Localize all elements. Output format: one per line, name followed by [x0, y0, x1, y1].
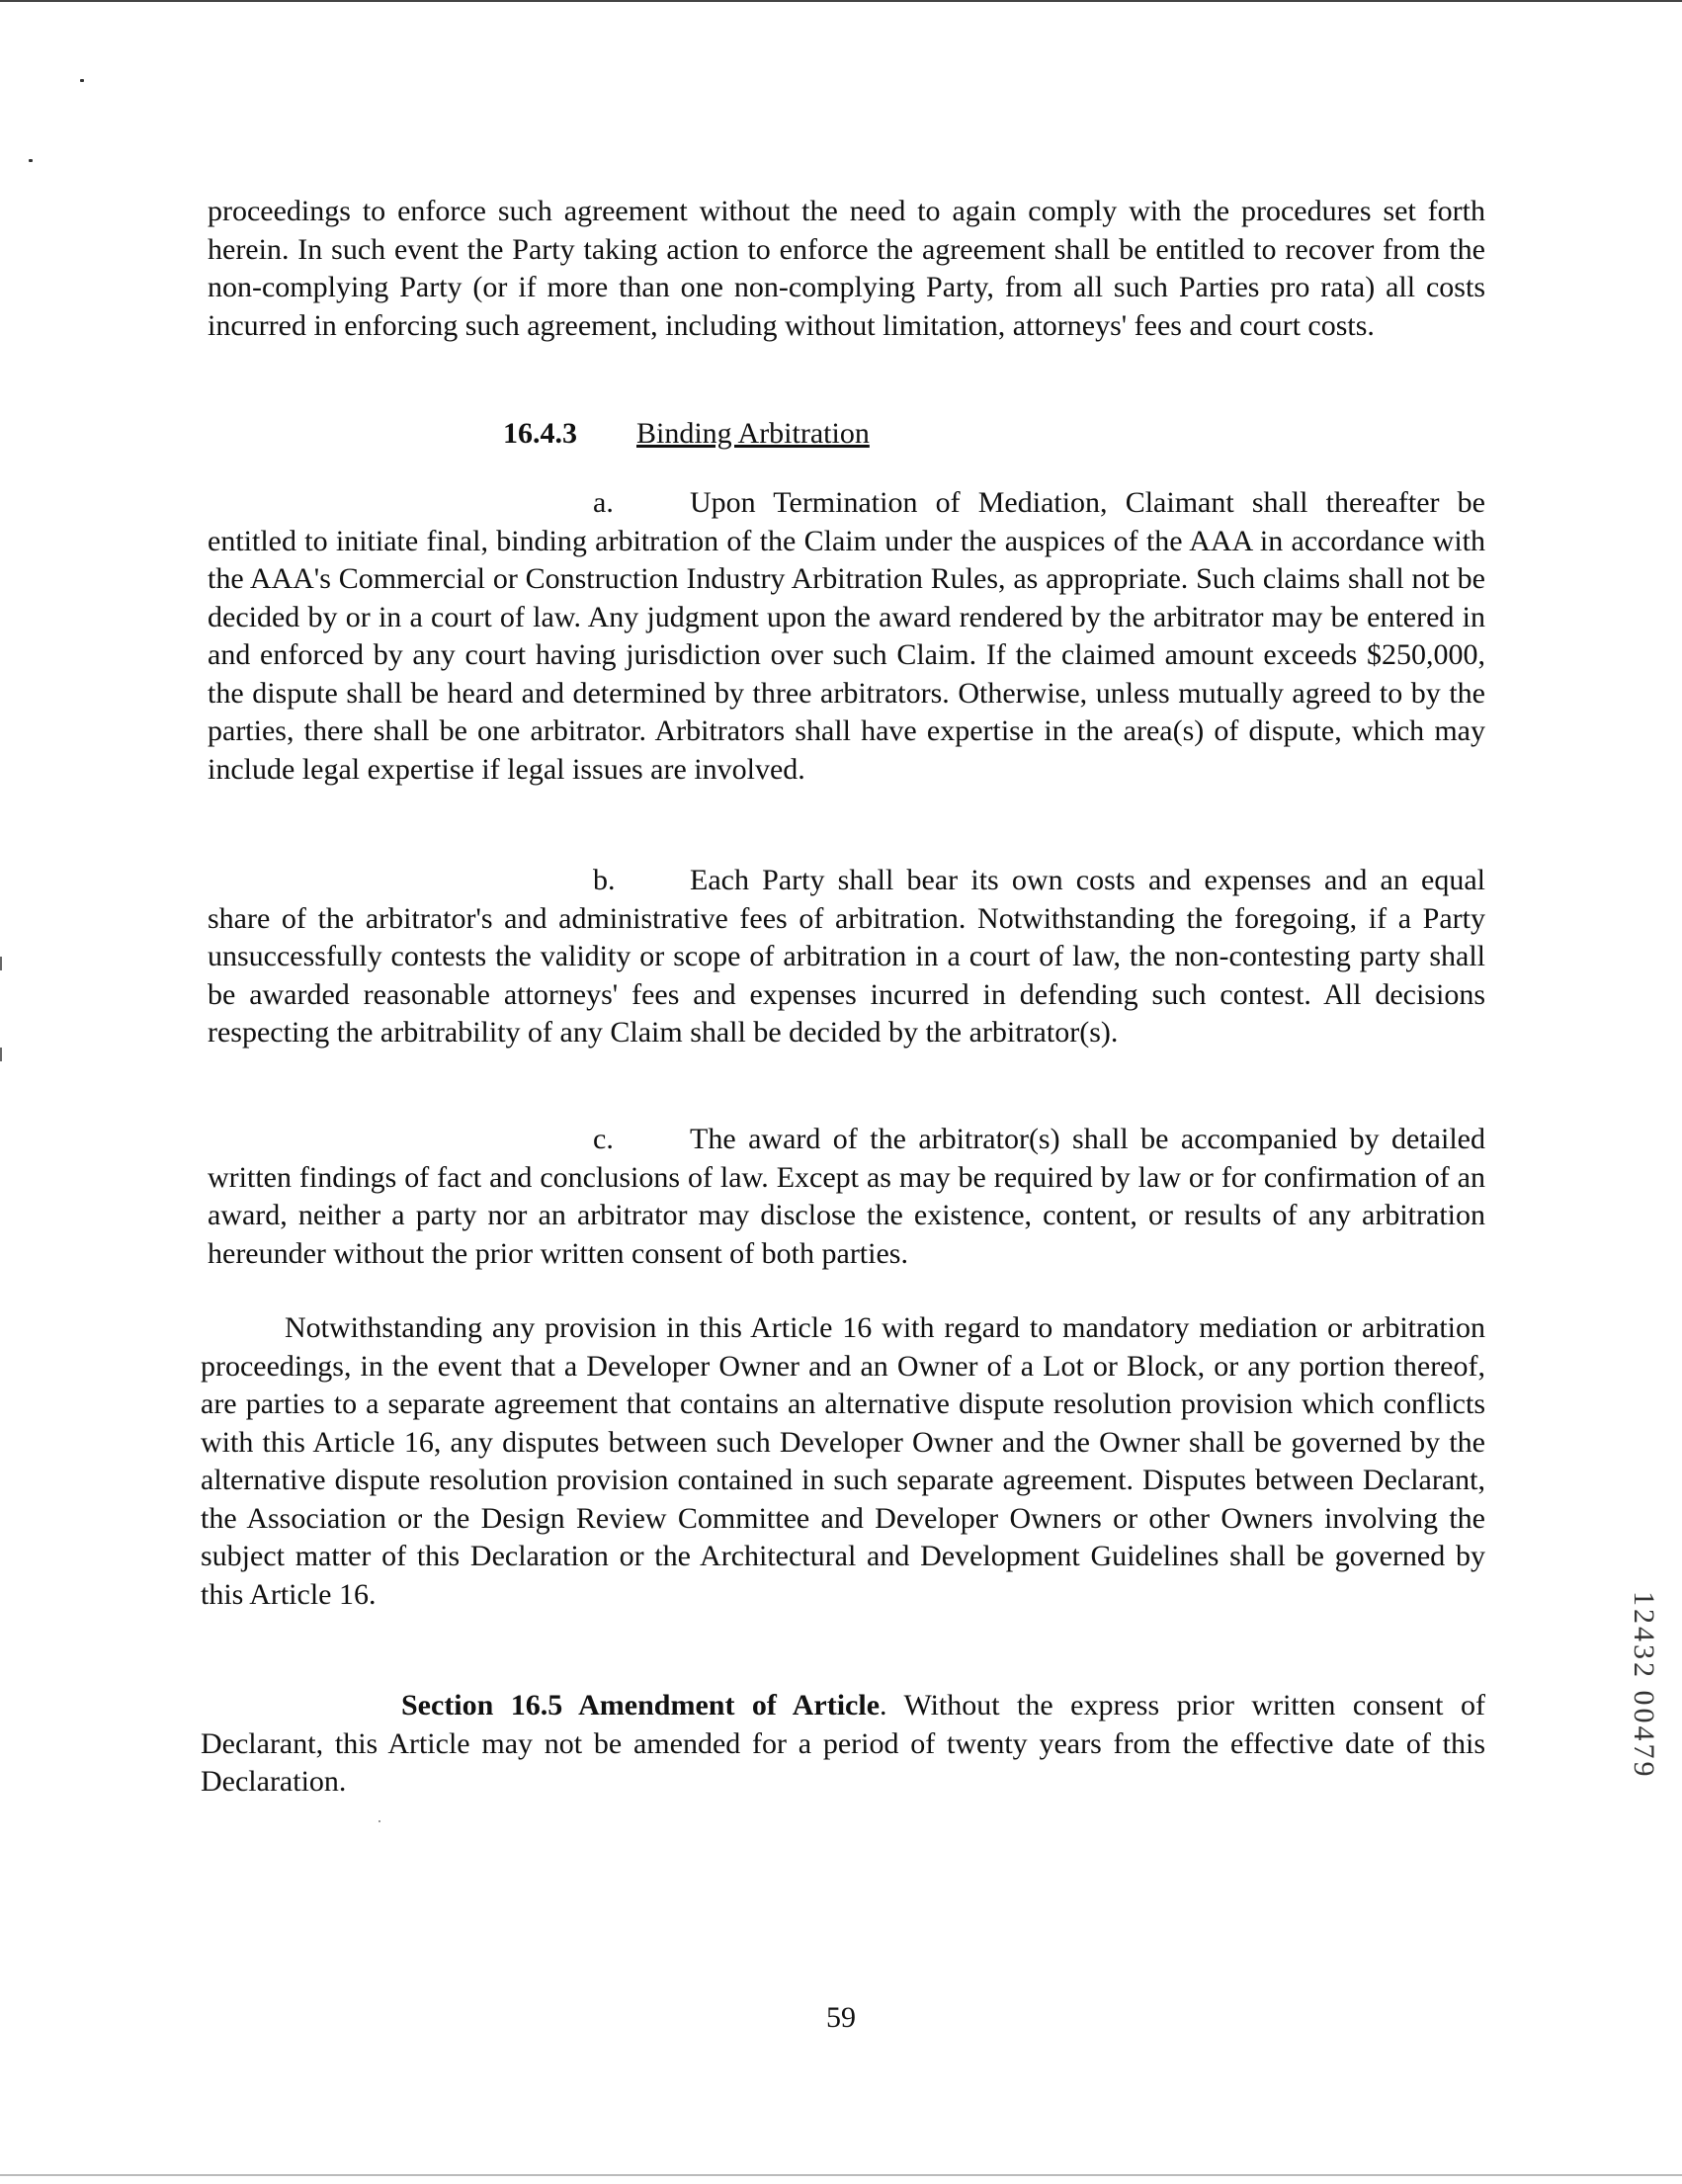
scan-speck [378, 1820, 380, 1822]
section-number: 16.4.3 [503, 417, 577, 450]
section-title: Binding Arbitration [636, 417, 870, 450]
paragraph-text: Notwithstanding any provision in this Article 16 with regard to mandatory mediation or arbitration proceedings, in the event that a Developer Owner and an Owner of a Lot or Block, or any portion thereof, are parties to a separate agreement that contains an alternative dispute resolution provision which conflicts with this Article 16, any disputes between such Developer Owner and the Owner shall be governed by the alternative dispute resolution provision contained in such separate agreement. Disputes between Declarant, the Association or the Design Review Committee and Developer Owners or other Owners involving the subject matter of this Declaration or the Architectural and Development Guidelines shall be governed by this Article 16. [201, 1311, 1485, 1611]
margin-mark [0, 957, 2, 970]
page-bottom-edge [0, 2174, 1682, 2176]
section-16-5 [201, 1687, 1485, 1802]
scan-speck [80, 79, 84, 82]
scan-speck [29, 159, 33, 162]
section-heading-16-4-3 [503, 415, 870, 453]
item-label: a. [593, 486, 614, 519]
arbitration-item-c [208, 1121, 1485, 1273]
section-16-5-heading: Section 16.5 Amendment of Article [401, 1689, 881, 1722]
recording-stamp: 12432 00479 [1628, 1591, 1660, 1780]
arbitration-item-a [208, 484, 1485, 789]
continuation-paragraph: proceedings to enforce such agreement without the need to again comply with the procedures set forth herein. In such event the Party taking action to enforce the agreement shall be entitled to recover from the non-complying Party (or if more than one non-complying Party, from all such Parties pro rata) all costs incurred in enforcing such agreement, including without limitation, attorneys' fees and court costs. [208, 195, 1485, 342]
page-number: 59 [826, 2001, 856, 2034]
item-text: Upon Termination of Mediation, Claimant shall thereafter be entitled to initiate final, binding arbitration of the Claim under the auspices of the AAA in accordance with the AAA's Commercial or Construction Industry Arbitration Rules, as appropriate. Such claims shall not be decided by or in a court of law. Any judgment upon the award rendered by the arbitrator may be entered in and enforced by any court having jurisdiction over such Claim. If the claimed amount exceeds $250,000, the dispute shall be heard and determined by three arbitrators. Otherwise, unless mutually agreed to by the parties, there shall be one arbitrator. Arbitrators shall have expertise in the area(s) of dispute, which may include legal expertise if legal issues are involved. [208, 486, 1485, 786]
section-16-5-text: . Without the express prior written consent of Declarant, this Article may not be amended for a period of twenty years from the effective date of this Declaration. [201, 1689, 1485, 1798]
item-label: c. [593, 1123, 614, 1155]
notwithstanding-paragraph [201, 1309, 1485, 1614]
item-label: b. [593, 864, 616, 896]
page-top-edge [0, 0, 1682, 2]
item-text: The award of the arbitrator(s) shall be accompanied by detailed written findings of fact and conclusions of law. Except as may be required by law or for confirmation of an award, neither a party nor an arbitrator may disclose the existence, content, or results of any arbitration hereunder without the prior written consent of both parties. [208, 1123, 1485, 1270]
item-text: Each Party shall bear its own costs and expenses and an equal share of the arbitrator's and administrative fees of arbitration. Notwithstanding the foregoing, if a Party unsuccessfully contests the validity or scope of arbitration in a court of law, the non-contesting party shall be awarded reasonable attorneys' fees and expenses incurred in defending such contest. All decisions respecting the arbitrability of any Claim shall be decided by the arbitrator(s). [208, 864, 1485, 1049]
margin-mark [0, 1048, 2, 1061]
arbitration-item-b [208, 862, 1485, 1052]
